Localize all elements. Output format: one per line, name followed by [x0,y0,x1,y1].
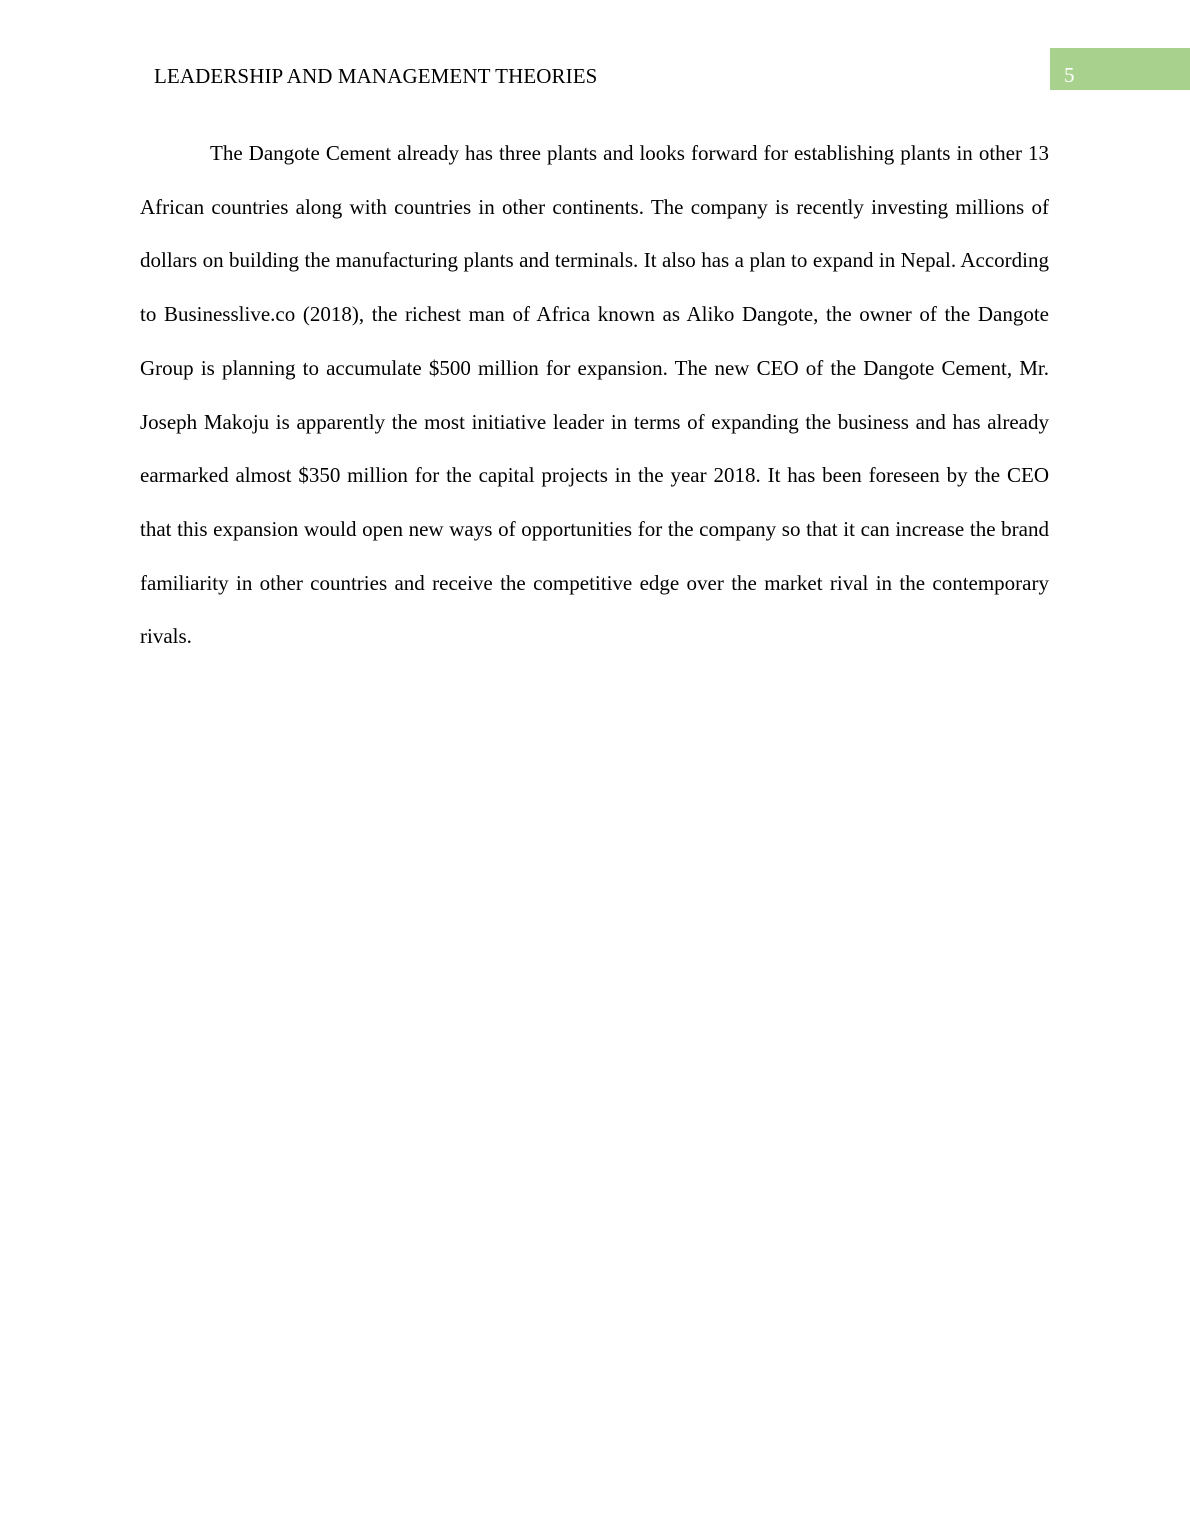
running-header-title: LEADERSHIP AND MANAGEMENT THEORIES [154,64,598,88]
page-number: 5 [1064,63,1075,87]
body-paragraph: The Dangote Cement already has three plants and looks forward for establishing plants in other 13 African countries along with countries in other continents. The company is recently investing millions of dollars on building the manufacturing plants and terminals. It also has a plan to expand in Nepal. According to Businesslive.co (2018), the richest man of Africa known as Aliko Dangote, the owner of the Dangote Group is planning to accumulate $500 million for expansion. The new CEO of the Dangote Cement, Mr. Joseph Makoju is apparently the most initiative leader in terms of expanding the business and has already earmarked almost $350 million for the capital projects in the year 2018. It has been foreseen by the CEO that this expansion would open new ways of opportunities for the company so that it can increase the brand familiarity in other countries and receive the competitive edge over the market rival in the contemporary rivals. [140,141,1049,649]
page-number-box [1050,48,1190,90]
